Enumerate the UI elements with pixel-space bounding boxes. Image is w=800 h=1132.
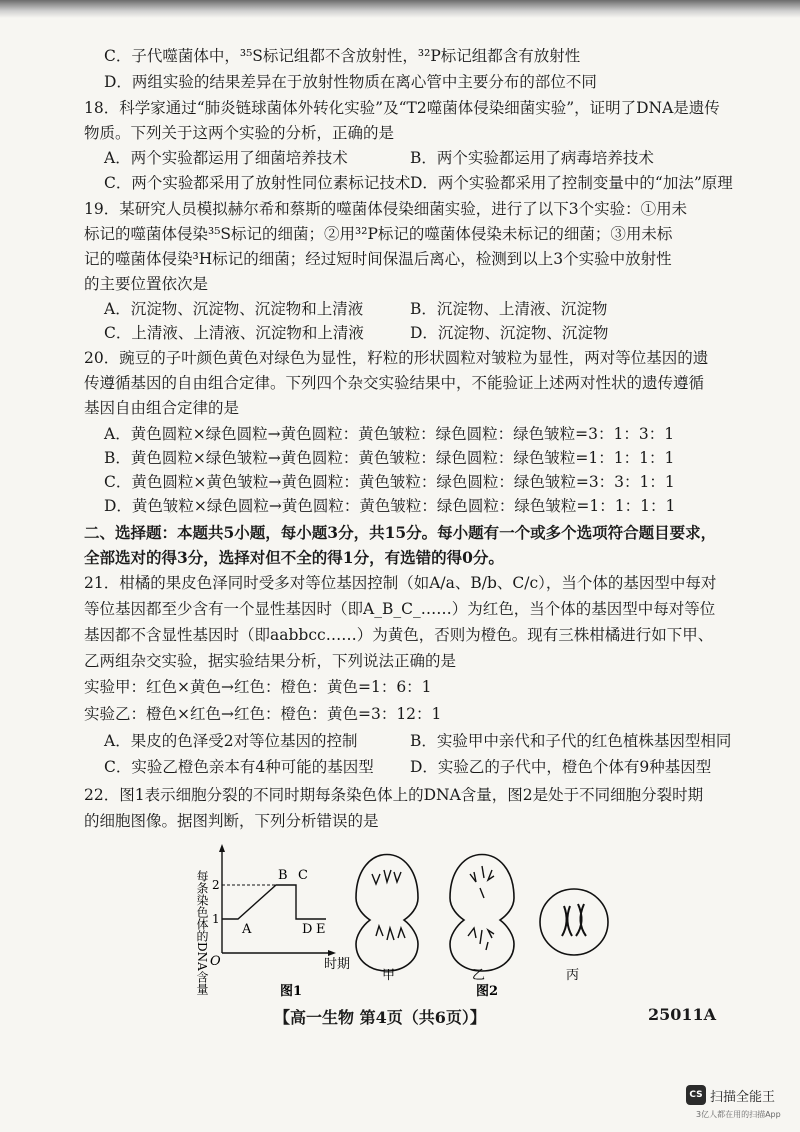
fig1-point-label-D: D	[302, 922, 313, 937]
page-footer	[0, 1005, 800, 1033]
q21-experiment-1: 实验甲：红色×黄色→红色：橙色：黄色=1：6：1	[84, 678, 432, 696]
q20-stem-line-3: 基因自由组合定律的是	[84, 399, 240, 417]
fig1-series-line	[222, 885, 326, 919]
cell-bing	[540, 889, 608, 983]
fig2-caption: 图2	[476, 984, 499, 999]
cell-jia	[356, 855, 418, 984]
q20-stem-line-1: 20．豌豆的子叶颜色黄色对绿色为显性，籽粒的形状圆粒对皱粒为显性，两对等位基因的遗	[84, 349, 709, 367]
q20-option-b: B．黄色圆粒×绿色皱粒→黄色圆粒：黄色皱粒：绿色圆粒：绿色皱粒=1：1：1：1	[104, 449, 675, 467]
q21-option-c: C．实验乙橙色亲本有4种可能的基因型	[104, 758, 374, 776]
q17-option-d: D．两组实验的结果差异在于放射性物质在离心管中主要分布的部位不同	[104, 73, 597, 91]
fig1-xlabel: 时期	[324, 957, 351, 972]
q21-stem-line-1: 21．柑橘的果皮色泽同时受多对等位基因控制（如A/a、B/b、C/c），当个体的基因型中每对	[84, 574, 717, 592]
scanner-watermark	[686, 1085, 796, 1125]
q19-stem-line-4: 的主要位置依次是	[84, 275, 209, 293]
q22-stem-line-1: 22．图1表示细胞分裂的不同时期每条染色体上的DNA含量，图2是处于不同细胞分裂时期	[84, 786, 704, 804]
fig1-ylabel: 每条染色体的DNA含量	[195, 870, 209, 995]
q20-option-d: D．黄色皱粒×绿色圆粒→黄色圆粒：黄色皱粒：绿色圆粒：绿色皱粒=1：1：1：1	[104, 497, 676, 515]
q21-option-b: B．实验甲中亲代和子代的红色植株基因型相同	[410, 732, 732, 750]
cell-jia-label: 甲	[382, 968, 396, 983]
q21-experiment-2: 实验乙：橙色×红色→红色：橙色：黄色=3：12：1	[84, 705, 442, 723]
cell-bing-label: 丙	[566, 968, 580, 983]
q19-stem-line-3: 记的噬菌体侵染³H标记的细菌；经过短时间保温后离心，检测到以上3个实验中放射性	[84, 250, 672, 268]
q21-stem-line-3: 基因都不含显性基因时（即aabbcc……）为黄色，否则为橙色。现有三株柑橘进行如下甲、	[84, 626, 714, 644]
footer-title: 【高一生物 第4页（共6页）】	[274, 1008, 486, 1027]
q18-option-a: A．两个实验都运用了细菌培养技术	[104, 149, 348, 167]
fig1-point-label-E: E	[316, 922, 326, 937]
q18-option-c: C．两个实验都采用了放射性同位素标记技术	[104, 174, 411, 192]
q19-option-a: A．沉淀物、沉淀物、沉淀物和上清液	[104, 300, 364, 318]
q19-stem-line-2: 标记的噬菌体侵染³⁵S标记的细菌；②用³²P标记的噬菌体侵染未标记的细菌；③用未标	[84, 225, 673, 243]
q20-option-c: C．黄色圆粒×黄色皱粒→黄色圆粒：黄色皱粒：绿色圆粒：绿色皱粒=3：3：1：1	[104, 473, 675, 491]
q21-option-d: D．实验乙的子代中，橙色个体有9种基因型	[410, 758, 712, 776]
q18-stem-line-2: 物质。下列关于这两个实验的分析，正确的是	[84, 124, 395, 142]
q21-option-a: A．果皮的色泽受2对等位基因的控制	[104, 732, 358, 750]
q20-option-a: A．黄色圆粒×绿色圆粒→黄色圆粒：黄色皱粒：绿色圆粒：绿色皱粒=3：1：3：1	[104, 425, 675, 443]
fig1-y-tick: 2	[212, 878, 220, 892]
fig1-origin: O	[210, 954, 221, 969]
q21-options-cd	[104, 756, 744, 778]
fig1-point-label-C: C	[298, 868, 308, 883]
fig1-point-label-B: B	[278, 868, 288, 883]
q18-option-b: B．两个实验都运用了病毒培养技术	[410, 149, 654, 167]
q18-options-ab	[104, 147, 744, 169]
figure-svg	[180, 840, 640, 1000]
q19-option-d: D．沉淀物、沉淀物、沉淀物	[410, 324, 609, 342]
q18-options-cd	[104, 172, 744, 194]
section2-heading-line-2: 全部选对的得3分，选择对但不全的得1分，有选错的得0分。	[84, 548, 504, 567]
fig1-y-tick: 1	[212, 912, 220, 926]
figure-area	[180, 840, 640, 1000]
q20-stem-line-2: 传遵循基因的自由组合定律。下列四个杂交实验结果中，不能验证上述两对性状的遗传遵循	[84, 374, 705, 392]
fig1-point-label-A: A	[242, 922, 252, 937]
q19-option-b: B．沉淀物、上清液、沉淀物	[410, 300, 608, 318]
q21-stem-line-2: 等位基因都至少含有一个显性基因时（即A_B_C_……）为红色，当个体的基因型中每对等位	[84, 600, 716, 618]
q19-options-ab	[104, 298, 744, 320]
cell-yi	[450, 855, 514, 984]
q19-stem-line-1: 19．某研究人员模拟赫尔希和蔡斯的噬菌体侵染细菌实验，进行了以下3个实验：①用未	[84, 200, 688, 218]
fig2-cells	[356, 855, 608, 1000]
fig1-y-arrow	[219, 844, 225, 852]
scan-edge-shadow	[0, 0, 800, 18]
q18-option-d: D．两个实验都采用了控制变量中的“加法”原理	[410, 174, 733, 192]
section2-heading-line-1: 二、选择题：本题共5小题，每小题3分，共15分。每小题有一个或多个选项符合题目要求，	[84, 523, 717, 542]
fig1-chart	[195, 844, 350, 999]
footer-code: 25011A	[648, 1005, 717, 1024]
q19-option-c: C．上清液、上清液、沉淀物和上清液	[104, 324, 364, 342]
fig1-x-arrow	[328, 950, 336, 956]
cell-yi-label: 乙	[472, 968, 486, 983]
q18-stem-line-1: 18．科学家通过“肺炎链球菌体外转化实验”及“T2噬菌体侵染细菌实验”，证明了DNA是遗传	[84, 99, 720, 117]
q22-stem-line-2: 的细胞图像。据图判断，下列分析错误的是	[84, 812, 379, 830]
q17-option-c: C．子代噬菌体中，³⁵S标记组都不含放射性，³²P标记组都含有放射性	[104, 47, 581, 65]
q21-options-ab	[104, 730, 744, 752]
watermark-tagline: 3亿人都在用的扫描App	[696, 1110, 781, 1119]
q21-stem-line-4: 乙两组杂交实验，据实验结果分析，下列说法正确的是	[84, 652, 457, 670]
q19-options-cd	[104, 322, 744, 344]
watermark-app-name: 扫描全能王	[710, 1090, 776, 1105]
camscanner-logo-icon: CS	[686, 1085, 706, 1105]
fig1-caption: 图1	[280, 984, 303, 999]
